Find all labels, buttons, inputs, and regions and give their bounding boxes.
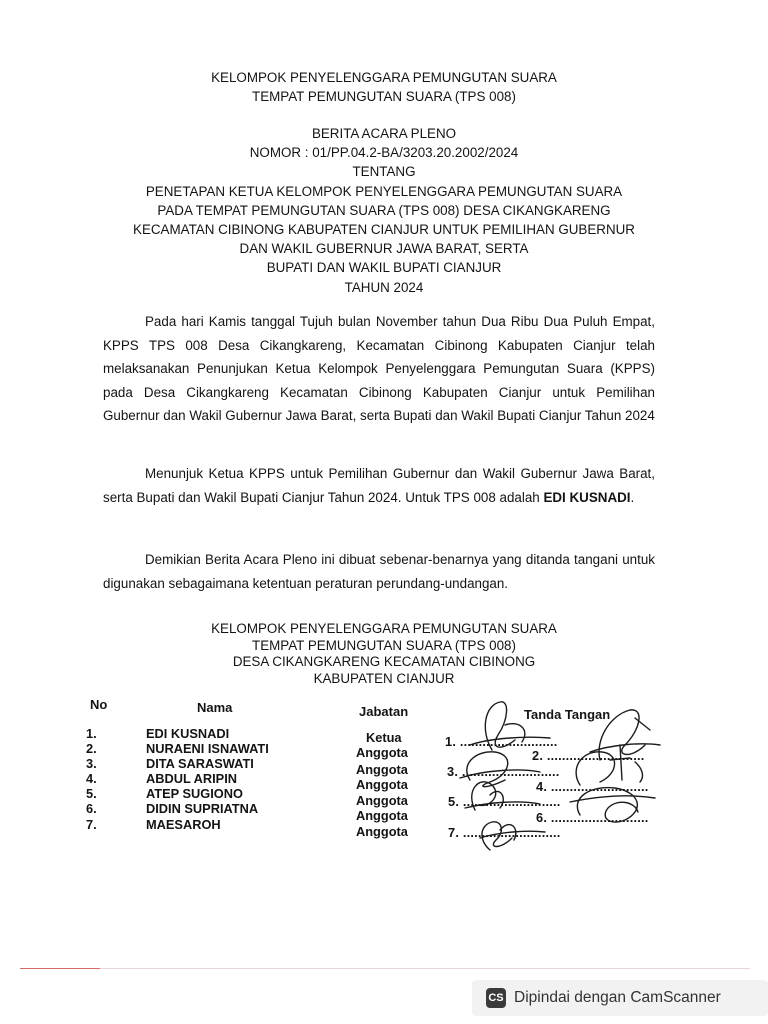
signature-line-5: 5. .......................... <box>448 794 561 809</box>
paragraph-2-text <box>103 462 655 509</box>
paragraph-3-text: Demikian Berita Acara Pleno ini dibuat sebenar-benarnya yang ditanda tangani untuk digunakan sebagaimana ketentuan peraturan perundang-undangan. <box>103 552 655 591</box>
signature-line-1: 1. .......................... <box>445 734 558 749</box>
document-title <box>60 124 708 297</box>
header-line-8: KECAMATAN CIBINONG KABUPATEN CIANJUR UNTUK PEMILIHAN GUBERNUR <box>133 222 635 238</box>
signature-line-7: 7. .......................... <box>448 825 561 840</box>
signature-block-header <box>60 621 708 687</box>
signature-line-6: 6. .......................... <box>536 810 649 825</box>
member-role: Ketua <box>366 730 402 745</box>
camscanner-text: Dipindai dengan CamScanner <box>514 989 721 1006</box>
signature-6 <box>570 788 655 822</box>
member-role: Anggota <box>356 777 408 792</box>
header-line-2: TEMPAT PEMUNGUTAN SUARA (TPS 008) <box>252 89 516 105</box>
header-line-5: TENTANG <box>352 164 416 180</box>
column-header-no: No <box>90 697 108 712</box>
member-name: DITA SARASWATI <box>146 756 254 771</box>
paragraph-2-end: . <box>630 489 635 505</box>
header-line-1: KELOMPOK PENYELENGGARA PEMUNGUTAN SUARA <box>211 70 557 85</box>
member-name: ATEP SUGIONO <box>146 786 243 801</box>
signature-header-line-3: DESA CIKANGKARENG KECAMATAN CIBINONG <box>232 654 536 669</box>
row-number: 6. <box>86 801 97 816</box>
signature-line-4: 4. .......................... <box>536 779 649 794</box>
signature-line-2: 2. .......................... <box>532 748 645 763</box>
header-line-7: PADA TEMPAT PEMUNGUTAN SUARA (TPS 008) DESA CIKANGKARENG <box>157 202 611 218</box>
member-name: EDI KUSNADI <box>146 726 230 741</box>
document-header <box>60 68 708 106</box>
member-name: ABDUL ARIPIN <box>146 771 238 786</box>
member-role: Anggota <box>356 745 408 760</box>
header-line-10: BUPATI DAN WAKIL BUPATI CIANJUR <box>266 260 502 276</box>
camscanner-watermark <box>472 980 768 1016</box>
header-line-11: TAHUN 2024 <box>344 279 424 295</box>
header-line-6: PENETAPAN KETUA KELOMPOK PENYELENGGARA PEMUNGUTAN SUARA <box>145 183 623 199</box>
member-name: DIDIN SUPRIATNA <box>146 801 259 816</box>
camscanner-logo-icon: CS <box>486 988 506 1008</box>
paragraph-2 <box>103 462 655 509</box>
appointed-name: EDI KUSNADI <box>543 489 631 505</box>
paragraph-1 <box>103 310 655 428</box>
signature-line-3: 3. .......................... <box>447 764 560 779</box>
handwritten-signatures <box>430 690 690 860</box>
signature-header-line-2: TEMPAT PEMUNGUTAN SUARA (TPS 008) <box>252 637 516 653</box>
row-number: 3. <box>86 756 97 771</box>
signature-1 <box>470 702 550 750</box>
row-number: 2. <box>86 741 97 756</box>
signature-5 <box>465 782 540 810</box>
signature-4 <box>576 745 642 785</box>
member-name: MAESAROH <box>146 817 221 832</box>
signature-7 <box>480 822 545 850</box>
signature-3 <box>460 752 540 787</box>
footer-divider-accent <box>20 968 100 969</box>
column-header-nama: Nama <box>197 700 233 715</box>
member-role: Anggota <box>356 762 408 777</box>
row-number: 7. <box>86 817 97 832</box>
paragraph-2-body: Menunjuk Ketua KPPS untuk Pemilihan Gubernur dan Wakil Gubernur Jawa Barat, serta Bupati dan Wakil Bupati Cianjur Tahun 2024. Untuk TPS 008 adalah <box>103 466 655 505</box>
row-number: 5. <box>86 786 97 801</box>
signature-header-line-4: KABUPATEN CIANJUR <box>313 670 455 686</box>
header-line-3: BERITA ACARA PLENO <box>311 126 457 141</box>
member-role: Anggota <box>356 824 408 839</box>
row-number: 4. <box>86 771 97 786</box>
paragraph-1-text: Pada hari Kamis tanggal Tujuh bulan November tahun Dua Ribu Dua Puluh Empat, KPPS TPS 008 Desa Cikangkareng, Kecamatan Cibinong Kabupaten Cianjur telah melaksanakan Penunjukan Ketua Kelompok Penyelenggara Pemungutan Suara (KPPS) pada Desa Cikangkareng Kecamatan Cibinong Kabupaten Cianjur untuk Pemilihan Gubernur dan Wakil Gubernur Jawa Barat, serta Bupati dan Wakil Bupati Cianjur Tahun 2024 <box>103 314 655 424</box>
member-role: Anggota <box>356 793 408 808</box>
row-number: 1. <box>86 726 97 741</box>
footer-divider <box>20 968 750 969</box>
header-line-4: NOMOR : 01/PP.04.2-BA/3203.20.2002/2024 <box>249 145 519 161</box>
member-role: Anggota <box>356 808 408 823</box>
member-name: NURAENI ISNAWATI <box>146 741 269 756</box>
header-line-9: DAN WAKIL GUBERNUR JAWA BARAT, SERTA <box>239 241 529 257</box>
signature-header-line-1: KELOMPOK PENYELENGGARA PEMUNGUTAN SUARA <box>211 621 557 636</box>
column-header-tanda-tangan: Tanda Tangan <box>524 707 611 722</box>
paragraph-3 <box>103 548 655 595</box>
column-header-jabatan: Jabatan <box>359 704 409 719</box>
